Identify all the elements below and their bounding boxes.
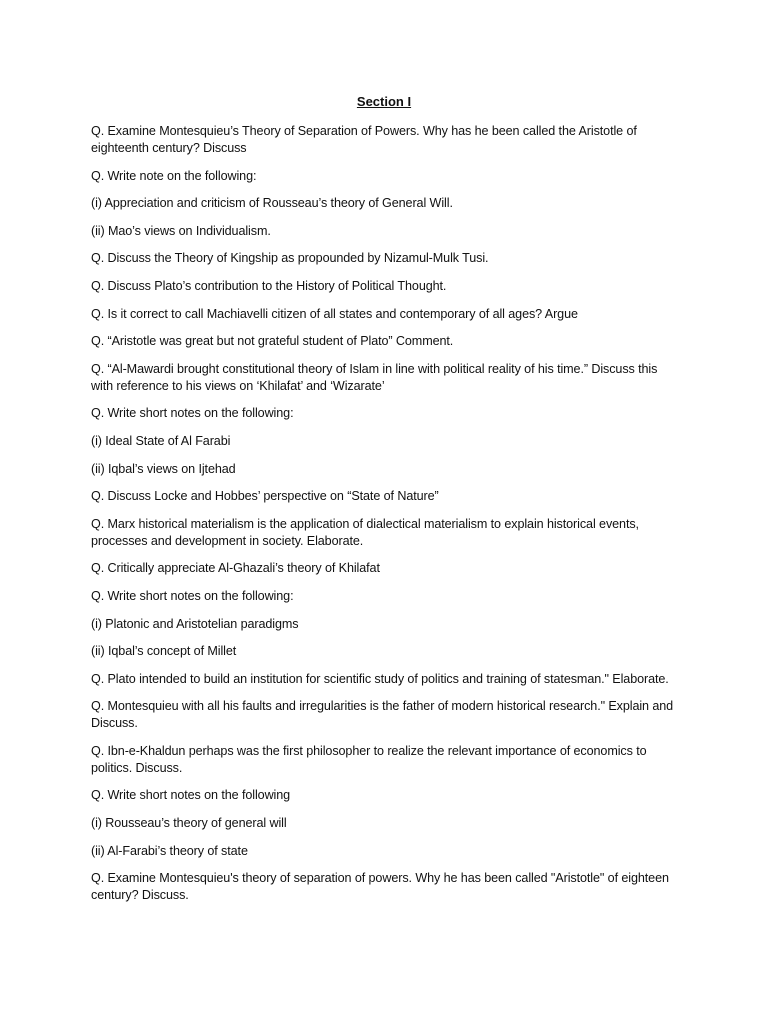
question-paragraph: Q. Write short notes on the following: <box>91 588 294 603</box>
question-paragraph: Q. Critically appreciate Al-Ghazali’s theory of Khilafat <box>91 561 380 576</box>
question-paragraph: Q. Discuss the Theory of Kingship as propounded by Nizamul-Mulk Tusi. <box>91 251 489 266</box>
question-paragraph: Q. “Aristotle was great but not grateful student of Plato” Comment. <box>91 334 454 349</box>
question-paragraph: Q. Montesquieu with all his faults and irregularities is the father of modern historical research." Explain and Discuss. <box>91 699 674 731</box>
question-paragraph: Q. Marx historical materialism is the application of dialectical materialism to explain historical events, processes and development in society. Elaborate. <box>91 516 639 548</box>
question-subitem: (i) Appreciation and criticism of Rousseau’s theory of General Will. <box>91 196 453 211</box>
question-subitem: (ii) Al-Farabi’s theory of state <box>91 843 248 858</box>
question-paragraph: Q. Ibn-e-Khaldun perhaps was the first philosopher to realize the relevant importance of economics to politics. Discuss. <box>91 743 647 775</box>
question-paragraph: Q. Discuss Plato’s contribution to the History of Political Thought. <box>91 278 447 293</box>
question-paragraph: Q. Examine Montesquieu's theory of separation of powers. Why he has been called "Aristotle" of eighteen century? Discuss. <box>91 871 669 903</box>
question-paragraph: Q. “Al-Mawardi brought constitutional theory of Islam in line with political reality of his time.” Discuss this with reference to his views on ‘Khilafat’ and ‘Wizarate’ <box>91 361 658 393</box>
question-subitem: (ii) Mao’s views on Individualism. <box>91 223 271 238</box>
question-paragraph: Q. Is it correct to call Machiavelli citizen of all states and contemporary of all ages? Argue <box>91 306 578 321</box>
question-subitem: (i) Platonic and Aristotelian paradigms <box>91 616 299 631</box>
question-paragraph: Q. Plato intended to build an institution for scientific study of politics and training of statesman." Elaborate. <box>91 671 669 686</box>
question-subitem: (i) Rousseau’s theory of general will <box>91 816 287 831</box>
question-list <box>91 123 681 915</box>
question-subitem: (ii) Iqbal’s views on Ijtehad <box>91 461 236 476</box>
question-paragraph: Q. Write note on the following: <box>91 168 257 183</box>
question-paragraph: Q. Discuss Locke and Hobbes’ perspective on “State of Nature” <box>91 489 439 504</box>
question-paragraph: Q. Write short notes on the following: <box>91 406 294 421</box>
question-subitem: (i) Ideal State of Al Farabi <box>91 433 231 448</box>
question-subitem: (ii) Iqbal’s concept of Millet <box>91 644 237 659</box>
question-paragraph: Q. Examine Montesquieu’s Theory of Separation of Powers. Why has he been called the Aristotle of eighteenth century? Discuss <box>91 124 637 155</box>
section-heading: Section I <box>356 94 412 109</box>
question-paragraph: Q. Write short notes on the following <box>91 788 291 803</box>
